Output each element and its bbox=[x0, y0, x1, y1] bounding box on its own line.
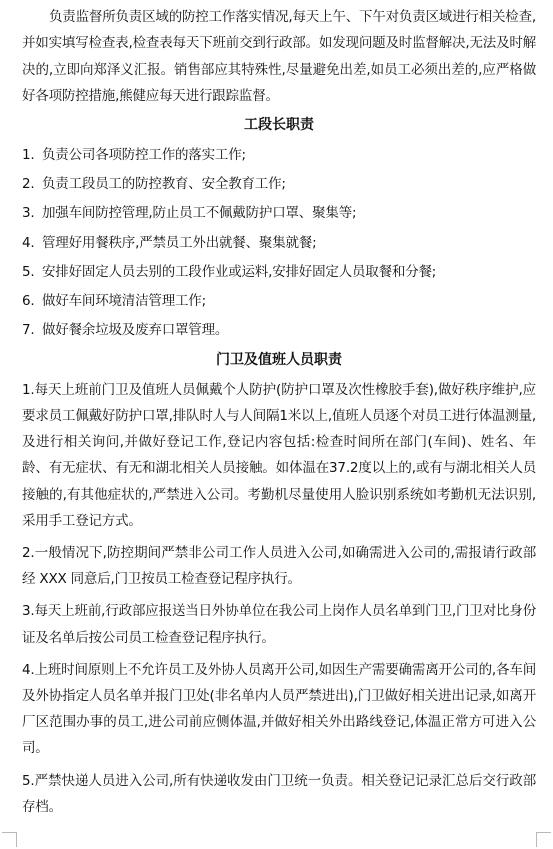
list-item-number: 7. bbox=[22, 322, 35, 339]
list-item-number: 3. bbox=[22, 205, 35, 222]
guard-rule-paragraph: 2.一般情况下,防控期间严禁非公司工作人员进入公司,如确需进入公司的,需报请行政部经 XXX 同意后,门卫按员工检查登记程序执行。 bbox=[22, 544, 536, 588]
foreman-duties-heading: 工段长职责 bbox=[244, 116, 314, 133]
list-item bbox=[22, 141, 536, 170]
list-item bbox=[22, 199, 536, 228]
guard-duties-heading: 门卫及值班人员职责 bbox=[216, 352, 342, 369]
foreman-duties-list bbox=[22, 141, 536, 345]
list-item-text: 做好餐余垃圾及废弃口罩管理。 bbox=[42, 322, 229, 339]
list-item-number: 6. bbox=[22, 292, 35, 309]
list-item bbox=[22, 316, 536, 345]
guard-rule-paragraph: 1.每天上班前门卫及值班人员佩戴个人防护(防护口罩及次性橡胶手套),做好秩序维护,应要求员工佩戴好防护口罩,排队时人与人间隔1米以上,值班人员逐个对员工进行体温测量,及进行相关询问,并做好登记工作,登记内容包括:检查时间所在部门(车间)、姓名、年龄、有无症状、有无和湖北相关人员接触。如体温在37.2度以上的,或有与湖北相关人员接触的,有其他症状的,严禁进入公司。考勤机尽量使用人脸识别系统如考勤机无法识别,采用手工登记方式。 bbox=[22, 381, 536, 529]
list-item-text: 负责工段员工的防控教育、安全教育工作; bbox=[42, 176, 286, 193]
list-item bbox=[22, 170, 536, 199]
guard-rule-paragraph: 3.每天上班前,行政部应报送当日外协单位在我公司上岗作人员名单到门卫,门卫对比身份证及名单后按公司员工检查登记程序执行。 bbox=[22, 603, 536, 646]
list-item bbox=[22, 258, 536, 287]
page-corner-mark bbox=[2, 832, 17, 847]
guard-rule-paragraph: 5.严禁快递人员进入公司,所有快递收发由门卫统一负责。相关登记记录汇总后交行政部存档。 bbox=[22, 772, 536, 815]
list-item-text: 安排好固定人员去别的工段作业或运料,安排好固定人员取餐和分餐; bbox=[42, 263, 437, 280]
list-item bbox=[22, 229, 536, 258]
list-item-text: 管理好用餐秩序,严禁员工外出就餐、聚集就餐; bbox=[42, 234, 317, 251]
list-item bbox=[22, 287, 536, 316]
document-body bbox=[22, 4, 536, 826]
list-item-text: 加强车间防控管理,防止员工不佩戴防护口罩、聚集等; bbox=[42, 205, 357, 222]
list-item-number: 5. bbox=[22, 263, 35, 280]
intro-paragraph: 负责监督所负责区域的防控工作落实情况,每天上午、下午对负责区域进行相关检查,并如实填写检查表,检查表每天下班前交到行政部。如发现问题及时监督解决,无法及时解决的,立即向郑泽义汇报。销售部应其特殊性,尽量避免出差,如员工必须出差的,应严格做好各项防控措施,熊健应每天进行跟踪监督。 bbox=[22, 9, 536, 105]
list-item-text: 负责公司各项防控工作的落实工作; bbox=[42, 147, 246, 164]
list-item-number: 4. bbox=[22, 234, 35, 251]
list-item-number: 2. bbox=[22, 176, 35, 193]
list-item-number: 1. bbox=[22, 147, 35, 164]
page-corner-mark bbox=[536, 832, 551, 847]
list-item-text: 做好车间环境清洁管理工作; bbox=[42, 292, 206, 309]
guard-rule-paragraph: 4.上班时间原则上不允许员工及外协人员离开公司,如因生产需要确需离开公司的,各车间及外协指定人员名单并报门卫处(非名单内人员严禁进出),门卫做好相关进出记录,如离开厂区范围办事的员工,进公司前应侧体温,并做好相关外出路线登记,体温正常方可进入公司。 bbox=[22, 661, 536, 757]
